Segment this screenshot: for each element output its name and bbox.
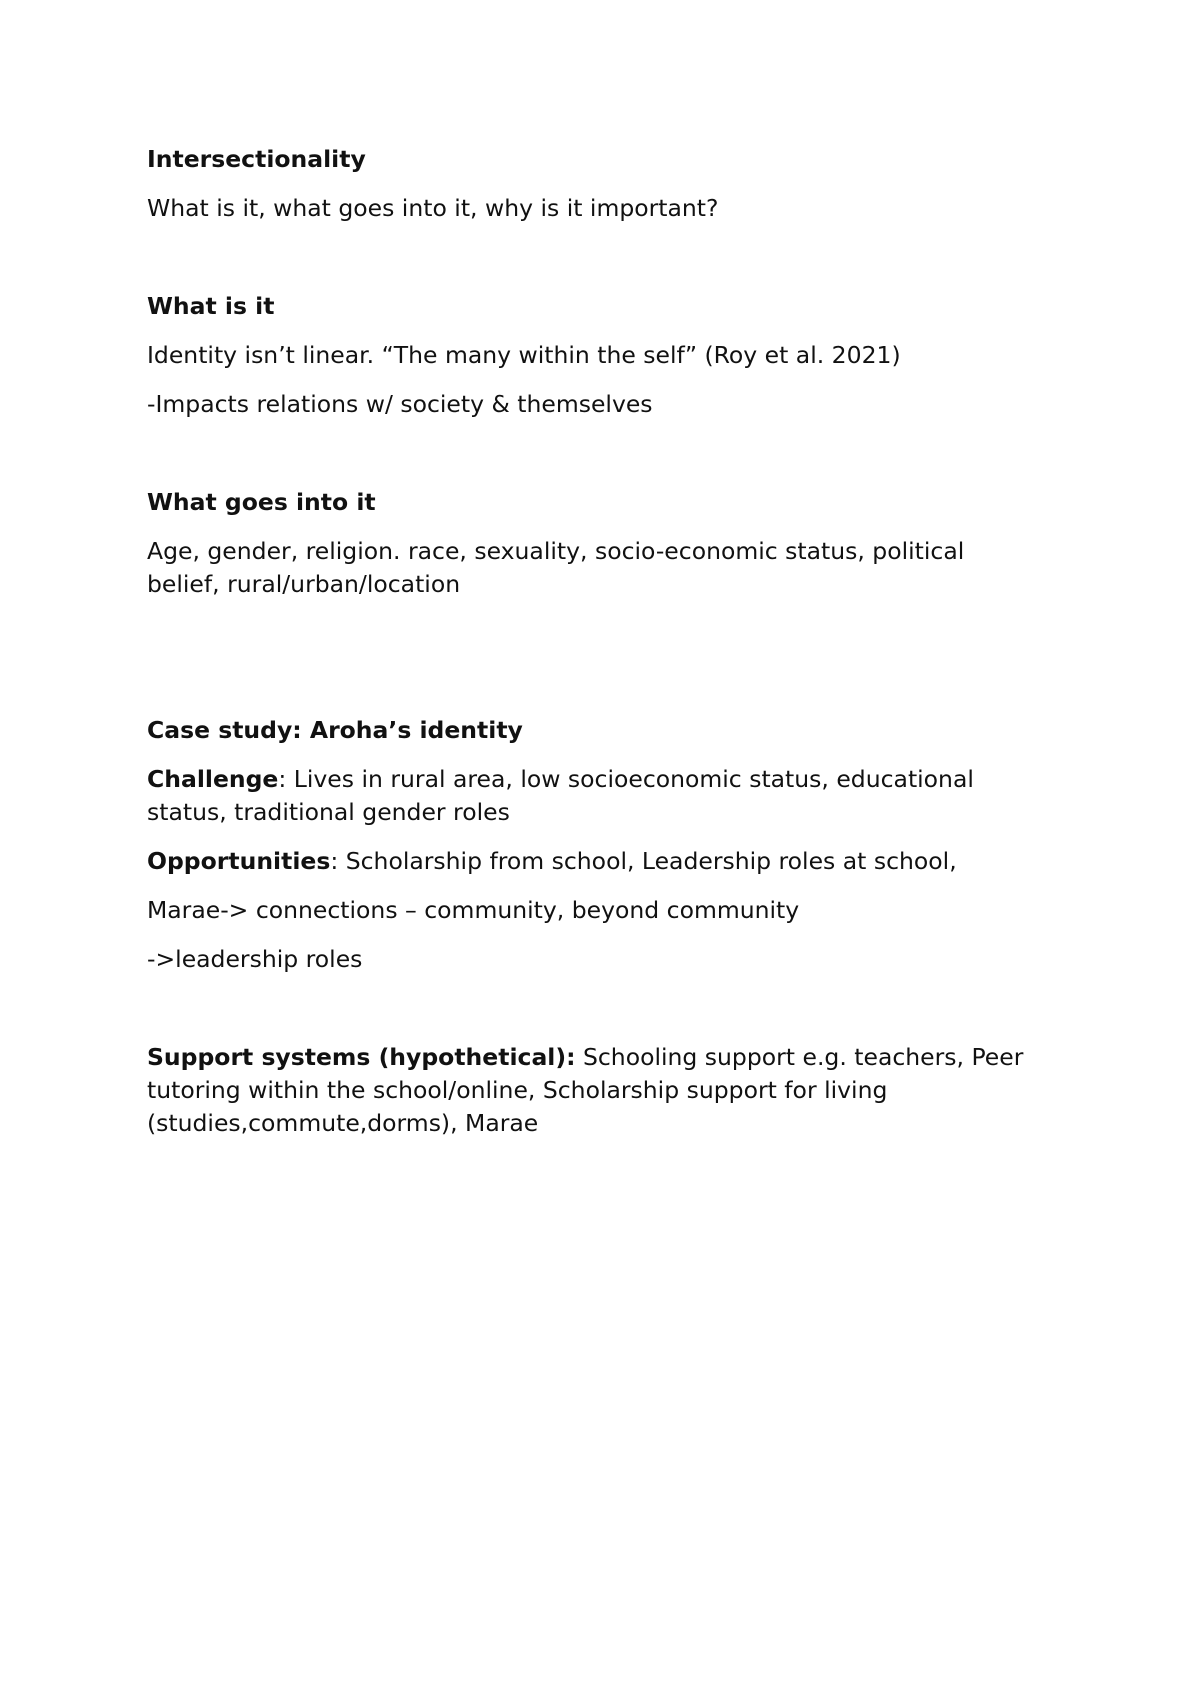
- section-heading-case-study: Case study: Aroha’s identity: [147, 716, 523, 744]
- what-is-it-line-2: -Impacts relations w/ society & themselves: [147, 390, 653, 418]
- case-study-challenge: [147, 763, 1027, 829]
- opportunities-text: : Scholarship from school, Leadership roles at school,: [330, 847, 957, 875]
- section-heading-what-goes-into-it: What goes into it: [147, 488, 376, 516]
- challenge-label: Challenge: [147, 765, 279, 793]
- support-systems-text: Schooling support e.g. teachers, Peer tutoring within the school/online, Scholarship support for living (studies,commute,dorms), Marae: [147, 1043, 1024, 1137]
- case-study-leadership-line: ->leadership roles: [147, 945, 363, 973]
- support-systems-label: Support systems (hypothetical):: [147, 1043, 576, 1071]
- section-heading-what-is-it: What is it: [147, 292, 275, 320]
- case-study-opportunities: [147, 845, 1067, 878]
- document-subtitle: What is it, what goes into it, why is it important?: [147, 194, 719, 222]
- support-systems-paragraph: [147, 1041, 1077, 1140]
- what-is-it-line-1: Identity isn’t linear. “The many within the self” (Roy et al. 2021): [147, 341, 901, 369]
- case-study-marae-line: Marae-> connections – community, beyond community: [147, 896, 800, 924]
- document-title: Intersectionality: [147, 145, 366, 173]
- opportunities-label: Opportunities: [147, 847, 331, 875]
- challenge-text: : Lives in rural area, low socioeconomic status, educational status, traditional gender roles: [147, 765, 974, 826]
- what-goes-into-it-text: Age, gender, religion. race, sexuality, socio-economic status, political belief, rural/urban/location: [147, 537, 965, 598]
